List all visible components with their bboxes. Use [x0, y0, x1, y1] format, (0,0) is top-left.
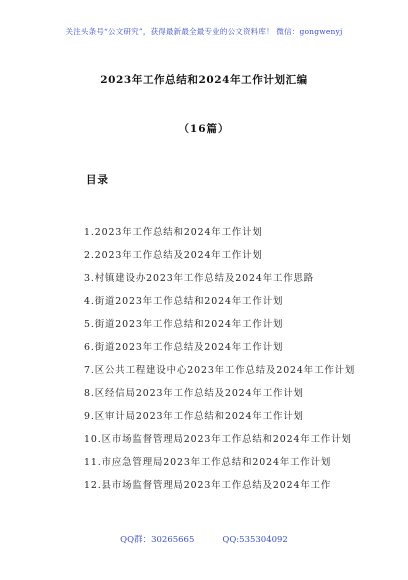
toc-item[interactable]: 4.街道2023年工作总结和2024年工作计划	[84, 296, 284, 307]
toc-item[interactable]: 11.市应急管理局2023年工作总结和2024年工作计划	[84, 457, 332, 468]
toc-item[interactable]: 2.2023年工作总结及2024年工作计划	[84, 250, 263, 261]
document-count: （16篇）	[178, 123, 230, 135]
toc-item[interactable]: 1.2023年工作总结和2024年工作计划	[84, 227, 263, 238]
toc-item[interactable]: 5.街道2023年工作总结和2024年工作计划	[84, 319, 284, 330]
toc-item[interactable]: 3.村镇建设办2023年工作总结及2024年工作思路	[84, 273, 315, 284]
toc-item[interactable]: 12.县市场监督管理局2023年工作总结及2024年工作	[84, 480, 332, 491]
toc-heading: 目录	[86, 174, 109, 186]
qq-text: QQ:535304092	[222, 535, 288, 545]
header-note: 关注头条号“公文研究”，获得最新最全最专业的公文资料库！ 微信：gongwenyj	[65, 27, 343, 36]
toc-item[interactable]: 6.街道2023年工作总结及2024年工作计划	[84, 342, 284, 353]
qq-group-text: QQ群：30265665	[120, 535, 195, 545]
toc-item[interactable]: 7.区公共工程建设中心2023年工作总结及2024年工作计划	[84, 365, 356, 376]
footer-contact	[0, 533, 408, 545]
toc-item[interactable]: 8.区经信局2023年工作总结及2024年工作计划	[84, 388, 304, 399]
toc-item[interactable]: 9.区审计局2023年工作总结和2024年工作计划	[84, 411, 304, 422]
toc-item[interactable]: 10.区市场监督管理局2023年工作总结和2024年工作计划	[84, 434, 352, 445]
document-title: 2023年工作总结和2024年工作计划汇编	[100, 74, 308, 86]
toc-list	[62, 221, 358, 497]
